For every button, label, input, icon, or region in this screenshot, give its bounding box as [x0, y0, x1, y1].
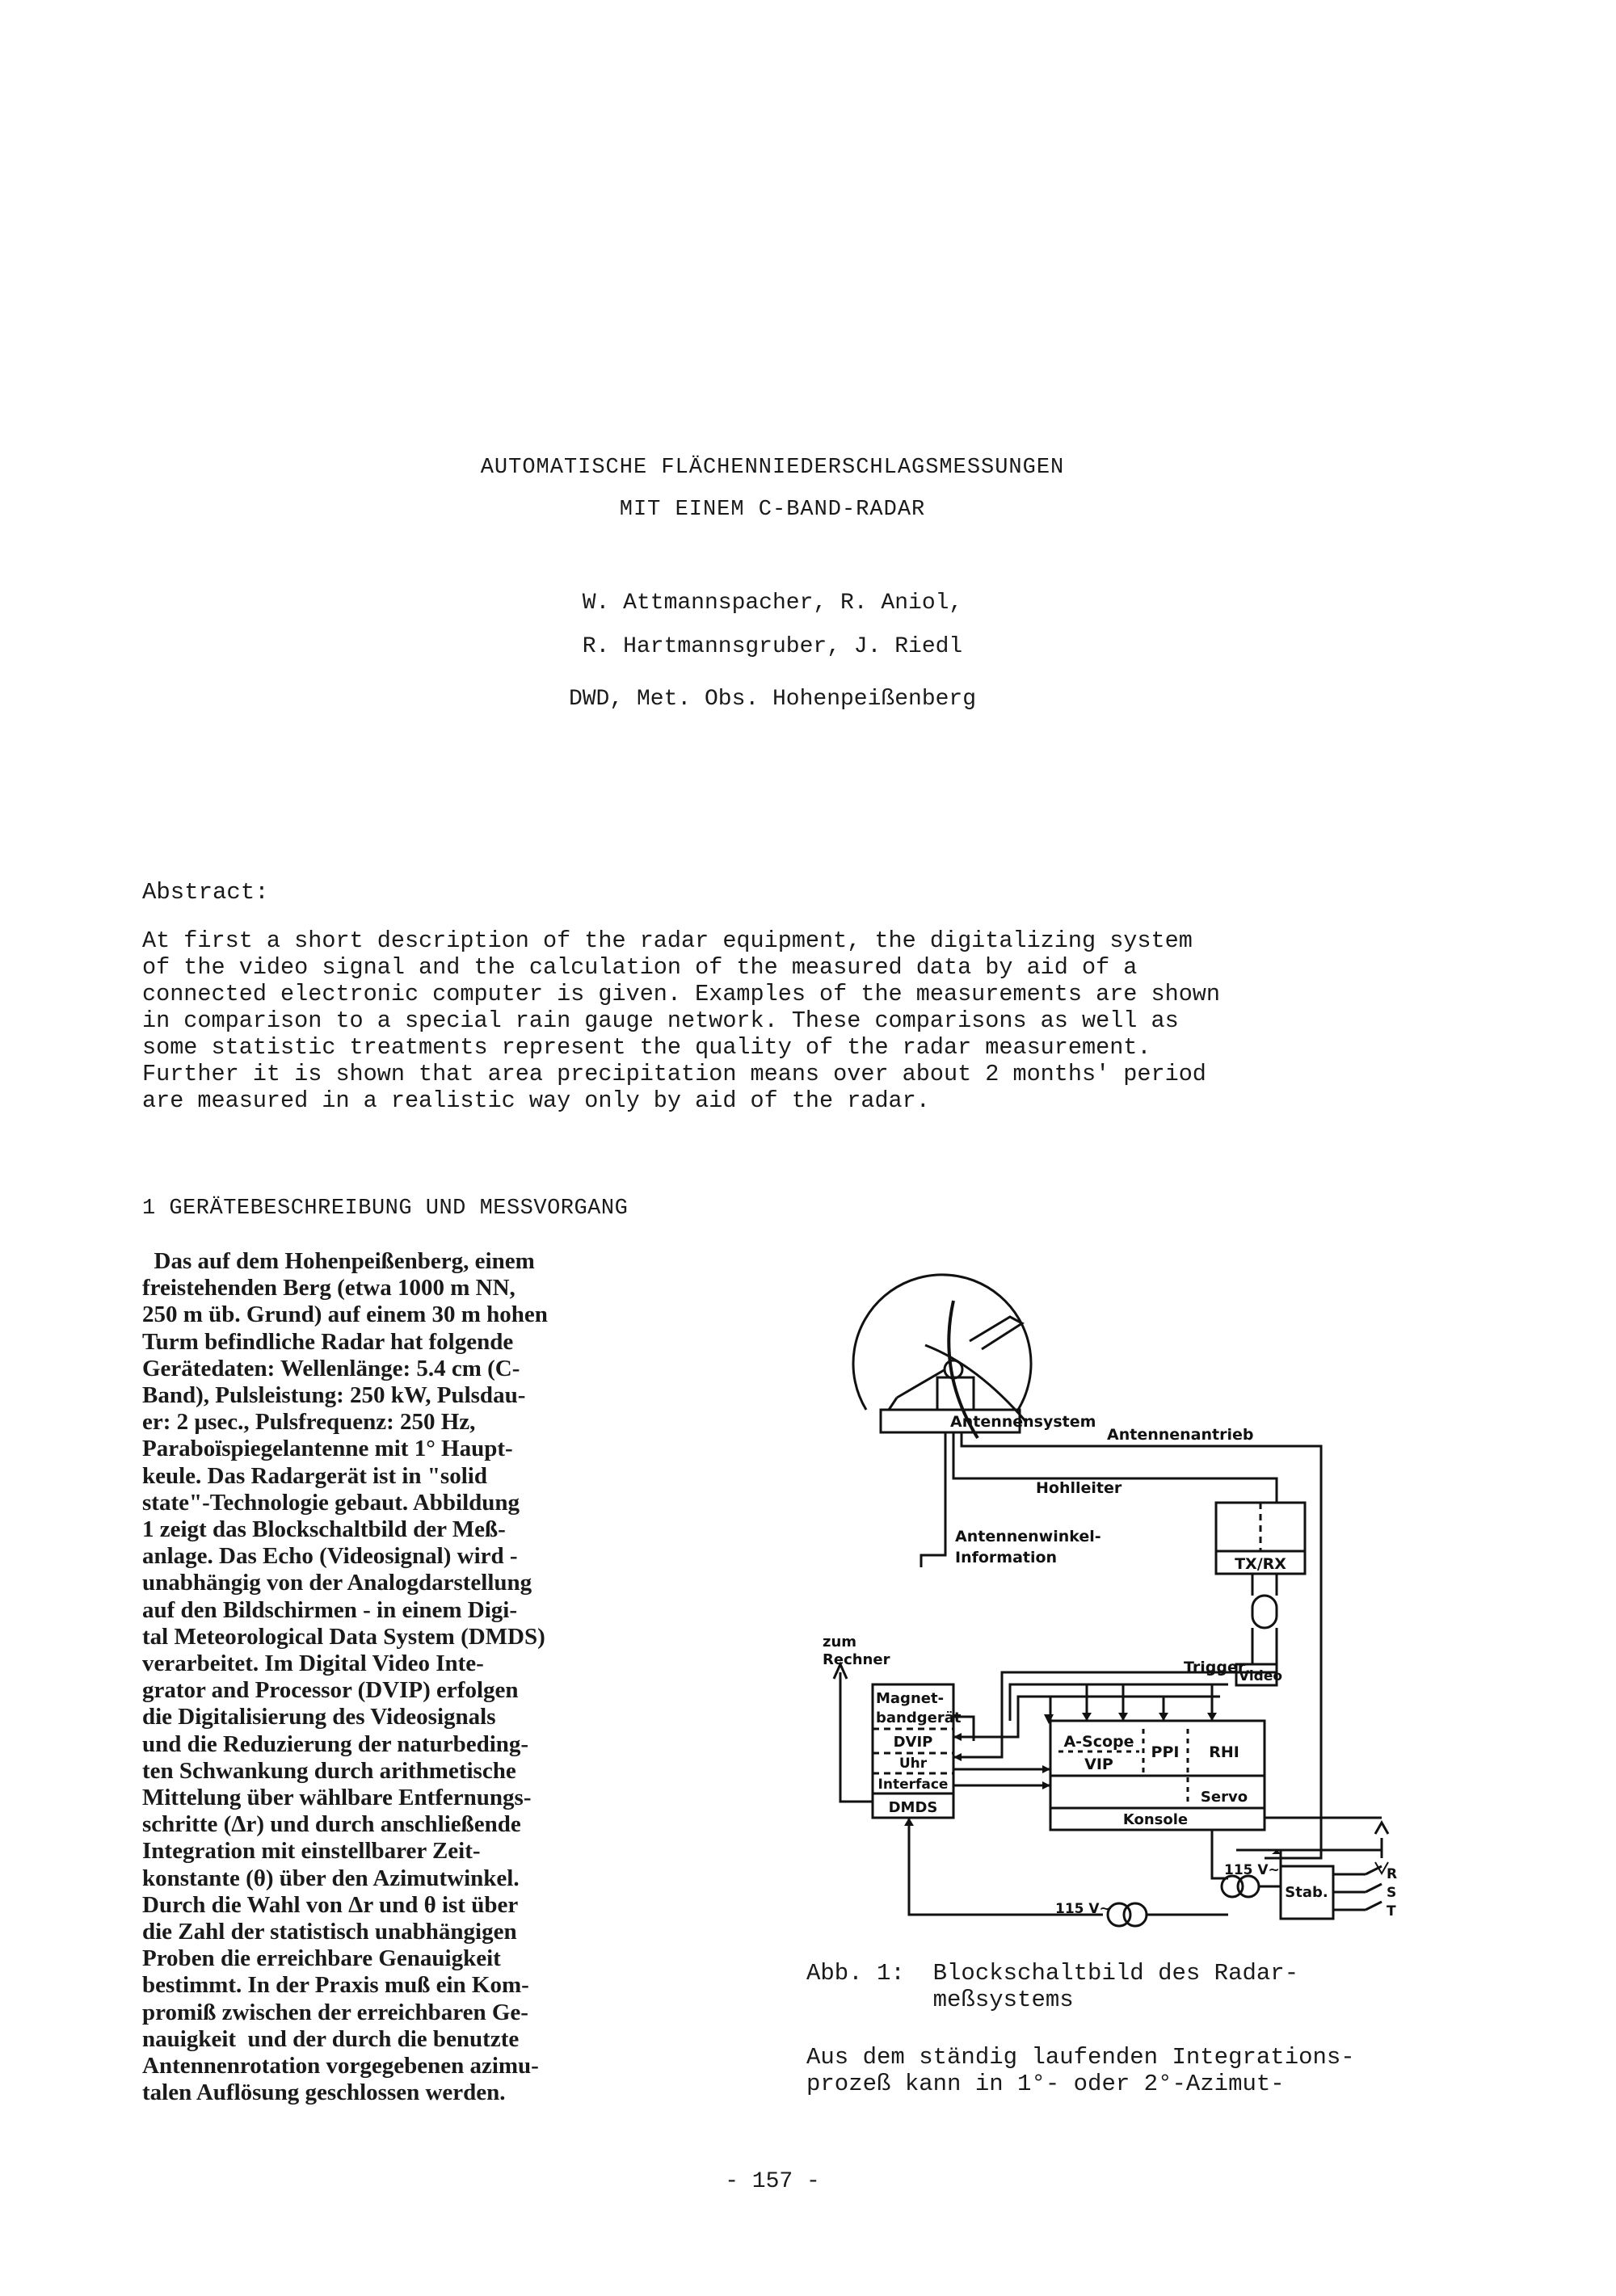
body-line: Integration mit einstellbarer Zeit-: [142, 1838, 481, 1865]
label-uhr: Uhr: [898, 1756, 928, 1772]
title-line-2: MIT EINEM C-BAND-RADAR: [619, 498, 926, 522]
abstract-line: connected electronic computer is given. Examples of the measurements are shown: [142, 981, 1221, 1007]
author-list: [0, 582, 1545, 669]
label-zum: zum: [823, 1634, 857, 1651]
body-line: ten Schwankung durch arithmetische: [142, 1757, 516, 1784]
abstract-heading: Abstract:: [142, 879, 269, 906]
authors-line-2: R. Hartmannsgruber, J. Riedl: [582, 634, 963, 659]
body-line: Gerätedaten: Wellenlänge: 5.4 cm (C-: [142, 1355, 520, 1381]
body-line: schritte (Δr) und durch anschließende: [142, 1811, 521, 1838]
affiliation: DWD, Met. Obs. Hohenpeißenberg: [568, 687, 977, 712]
caption-line-2: meßsystems: [806, 1987, 1074, 2013]
caption-line-1: Abb. 1: Blockschaltbild des Radar-: [806, 1960, 1299, 1987]
body-line: die Digitalisierung des Videosignals: [142, 1704, 496, 1730]
body-line: grator and Processor (DVIP) erfolgen: [142, 1677, 519, 1704]
label-115v-b: 115 V~: [1224, 1862, 1280, 1878]
radome-outline: [853, 1275, 1031, 1410]
body-line: Das auf dem Hohenpeißenberg, einem: [142, 1248, 535, 1274]
body-line: Paraboïspiegelantenne mit 1° Haupt-: [142, 1436, 513, 1462]
label-phase-t: T: [1387, 1903, 1396, 1920]
body-line: talen Auflösung geschlossen werden.: [142, 2079, 506, 2106]
body-line: 250 m üb. Grund) auf einem 30 m hohen: [142, 1301, 548, 1328]
body-line: keule. Das Radargerät ist in "solid: [142, 1462, 487, 1489]
authors-line-1: W. Attmannspacher, R. Aniol,: [582, 591, 963, 616]
label-antennensystem: Antennensystem: [950, 1413, 1096, 1431]
label-115v-a: 115 V~: [1055, 1901, 1111, 1917]
label-vip: VIP: [1084, 1756, 1113, 1773]
right-line-1: Aus dem ständig laufenden Integrations-: [806, 2044, 1355, 2071]
body-line: 1 zeigt das Blockschaltbild der Meß-: [142, 1516, 506, 1543]
body-line: Mittelung über wählbare Entfernungs-: [142, 1785, 532, 1811]
body-line: er: 2 µsec., Pulsfrequenz: 250 Hz,: [142, 1409, 476, 1436]
body-line: promiß zwischen der erreichbaren Ge-: [142, 1999, 528, 2025]
label-rechner: Rechner: [823, 1651, 890, 1668]
label-magnet-1: Magnet-: [876, 1690, 945, 1707]
abstract-line: of the video signal and the calculation of the measured data by aid of a: [142, 954, 1138, 981]
label-ppi: PPI: [1151, 1743, 1180, 1761]
label-txrx: TX/RX: [1235, 1555, 1286, 1573]
body-line: Band), Pulsleistung: 250 kW, Pulsdau-: [142, 1382, 526, 1409]
label-magnet-2: bandgerät: [876, 1709, 962, 1726]
label-antennenwinkel-2: Information: [955, 1549, 1058, 1566]
body-line: auf den Bildschirmen - in einem Digi-: [142, 1596, 518, 1623]
abstract-body: [142, 927, 1403, 1114]
label-dvip: DVIP: [893, 1734, 933, 1751]
body-line: bestimmt. In der Praxis muß ein Kom-: [142, 1972, 529, 1999]
body-line: Proben die erreichbare Genauigkeit: [142, 1945, 501, 1972]
label-hohlleiter: Hohlleiter: [1036, 1479, 1122, 1497]
label-servo: Servo: [1200, 1789, 1248, 1806]
label-rhi: RHI: [1209, 1743, 1239, 1761]
body-line: Turm befindliche Radar hat folgende: [142, 1328, 514, 1355]
label-ascope: A-Scope: [1063, 1733, 1134, 1751]
label-interface: Interface: [877, 1777, 949, 1793]
section-body: [142, 1248, 756, 2107]
abstract-line: At first a short description of the radar equipment, the digitalizing system: [142, 927, 1193, 954]
label-antennenantrieb: Antennenantrieb: [1107, 1426, 1254, 1444]
abstract-line: in comparison to a special rain gauge network. These comparisons as well as: [142, 1007, 1179, 1034]
body-line: freistehenden Berg (etwa 1000 m NN,: [142, 1275, 516, 1301]
label-video: Video: [1239, 1668, 1283, 1684]
body-line: state"-Technologie gebaut. Abbildung: [142, 1489, 520, 1516]
body-line: anlage. Das Echo (Videosignal) wird -: [142, 1543, 518, 1570]
label-dmds: DMDS: [888, 1799, 938, 1816]
body-line: Antennenrotation vorgegebenen azimu-: [142, 2053, 539, 2079]
label-phase-s: S: [1387, 1885, 1397, 1901]
label-konsole: Konsole: [1122, 1811, 1189, 1828]
body-line: unabhängig von der Analogdarstellung: [142, 1570, 532, 1596]
body-line: die Zahl der statistisch unabhängigen: [142, 1919, 517, 1945]
svg-text:Antennensystem: [950, 1413, 1096, 1431]
abstract-line: are measured in a realistic way only by aid of the radar.: [142, 1087, 930, 1114]
right-line-2: prozeß kann in 1°- oder 2°-Azimut-: [806, 2071, 1285, 2097]
paper-title: [0, 447, 1545, 531]
figure-caption: [806, 1960, 1298, 2013]
title-line-1: AUTOMATISCHE FLÄCHENNIEDERSCHLAGSMESSUNGEN: [480, 456, 1065, 480]
abstract-line: some statistic treatments represent the quality of the radar measurement.: [142, 1034, 1151, 1061]
label-trigger: Trigger: [1184, 1659, 1246, 1676]
body-line: nauigkeit und der durch die benutzte: [142, 2025, 520, 2052]
radar-block-diagram: [816, 1236, 1446, 1947]
abstract-line: Further it is shown that area precipitation means over about 2 months' period: [142, 1061, 1206, 1087]
body-line: und die Reduzierung der naturbeding-: [142, 1730, 529, 1757]
label-phase-r: R: [1387, 1866, 1398, 1882]
body-line: verarbeitet. Im Digital Video Inte-: [142, 1651, 484, 1677]
label-antennenwinkel-1: Antennenwinkel-: [955, 1528, 1101, 1545]
body-line: konstante (θ) über den Azimutwinkel.: [142, 1865, 520, 1891]
right-column-text: [806, 2044, 1355, 2097]
page-number: - 157 -: [725, 2169, 820, 2194]
label-stab: Stab.: [1285, 1884, 1328, 1901]
body-line: Durch die Wahl von Δr und θ ist über: [142, 1891, 519, 1918]
body-line: tal Meteorological Data System (DMDS): [142, 1623, 545, 1650]
section-heading: 1 GERÄTEBESCHREIBUNG UND MESSVORGANG: [142, 1196, 629, 1221]
